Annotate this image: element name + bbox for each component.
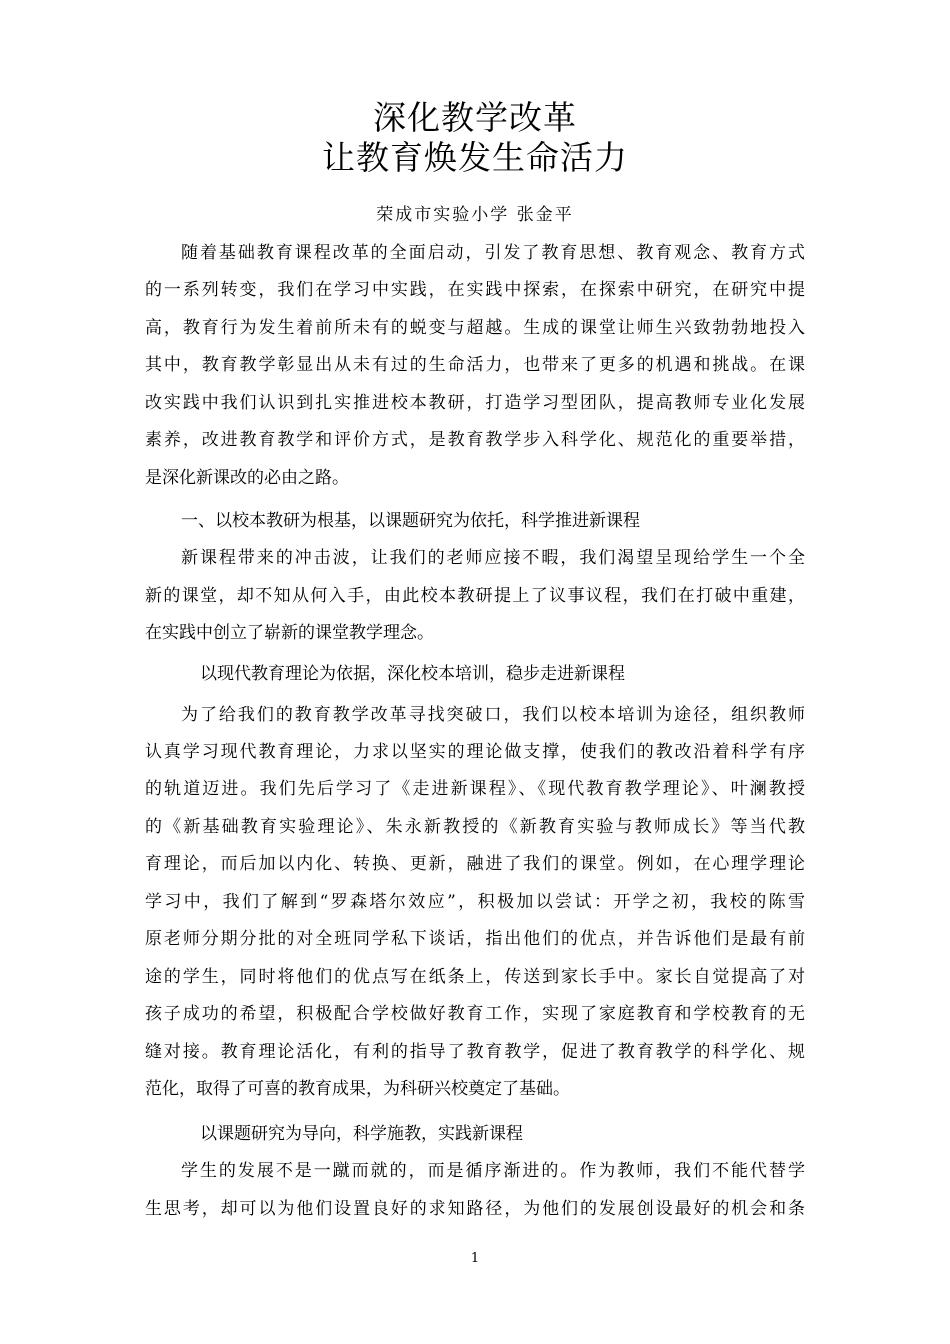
- sub1-line: 缝对接。教育理论活化，有利的指导了教育教学，促进了教育教学的科学化、规: [145, 1042, 805, 1062]
- intro-line: 的一系列转变，我们在学习中实践，在实践中探索，在探索中研究，在研究中提: [145, 280, 805, 300]
- sub1-line: 范化，取得了可喜的教育成果，为科研兴校奠定了基础。: [145, 1079, 570, 1099]
- sub2-line: 学生的发展不是一蹴而就的，而是循序渐进的。作为教师，我们不能代替学: [181, 1161, 805, 1181]
- sub2-line: 生思考，却可以为他们设置良好的求知路径，为他们的发展创设最好的机会和条: [145, 1199, 805, 1219]
- section1-line: 新的课堂，却不知从何入手，由此校本教研提上了议事议程，我们在打破中重建，: [145, 586, 805, 606]
- intro-line: 随着基础教育课程改革的全面启动，引发了教育思想、教育观念、教育方式: [181, 243, 805, 263]
- page-number: 1: [470, 1251, 480, 1266]
- sub1-line: 学习中，我们了解到“罗森塔尔效应”，积极加以尝试：开学之初，我校的陈雪: [145, 892, 805, 912]
- sub1-line: 认真学习现代教育理论，力求以坚实的理论做支撑，使我们的教改沿着科学有序: [145, 742, 805, 762]
- sub1-line: 育理论，而后加以内化、转换、更新，融进了我们的课堂。例如，在心理学理论: [145, 854, 805, 874]
- section1-line: 在实践中创立了崭新的课堂教学理念。: [145, 623, 434, 643]
- subsection-heading: 以课题研究为导向，科学施教，实践新课程: [200, 1124, 523, 1144]
- sub1-line: 途的学生，同时将他们的优点写在纸条上，传送到家长手中。家长自觉提高了对: [145, 967, 805, 987]
- document-title-line-2: 让教育焕发生命活力: [322, 138, 628, 177]
- subsection-heading: 以现代教育理论为依据，深化校本培训，稳步走进新课程: [200, 664, 625, 684]
- intro-line: 是深化新课改的必由之路。: [145, 468, 349, 488]
- document-title-line-1: 深化教学改革: [373, 98, 577, 137]
- intro-line: 其中，教育教学彰显出从未有过的生命活力，也带来了更多的机遇和挑战。在课: [145, 355, 805, 375]
- sub1-line: 原老师分期分批的对全班同学私下谈话，指出他们的优点，并告诉他们是最有前: [145, 929, 805, 949]
- sub1-line: 的《新基础教育实验理论》、朱永新教授的《新教育实验与教师成长》等当代教: [145, 817, 805, 837]
- sub1-line: 的轨道迈进。我们先后学习了《走进新课程》、《现代教育教学理论》、叶澜教授: [145, 779, 805, 799]
- intro-line: 高，教育行为发生着前所未有的蜕变与超越。生成的课堂让师生兴致勃勃地投入: [145, 318, 805, 338]
- sub1-line: 为了给我们的教育教学改革寻找突破口，我们以校本培训为途径，组织教师: [181, 705, 805, 725]
- section1-line: 新课程带来的冲击波，让我们的老师应接不暇，我们渴望呈现给学生一个全: [181, 548, 805, 568]
- sub1-line: 孩子成功的希望，积极配合学校做好教育工作，实现了家庭教育和学校教育的无: [145, 1004, 805, 1024]
- intro-line: 改实践中我们认识到扎实推进校本教研，打造学习型团队，提高教师专业化发展: [145, 393, 805, 413]
- author-byline: 荣成市实验小学 张金平: [376, 205, 574, 225]
- section-heading: 一、以校本教研为根基，以课题研究为依托，科学推进新课程: [181, 511, 640, 531]
- intro-line: 素养，改进教育教学和评价方式，是教育教学步入科学化、规范化的重要举措，: [145, 430, 805, 450]
